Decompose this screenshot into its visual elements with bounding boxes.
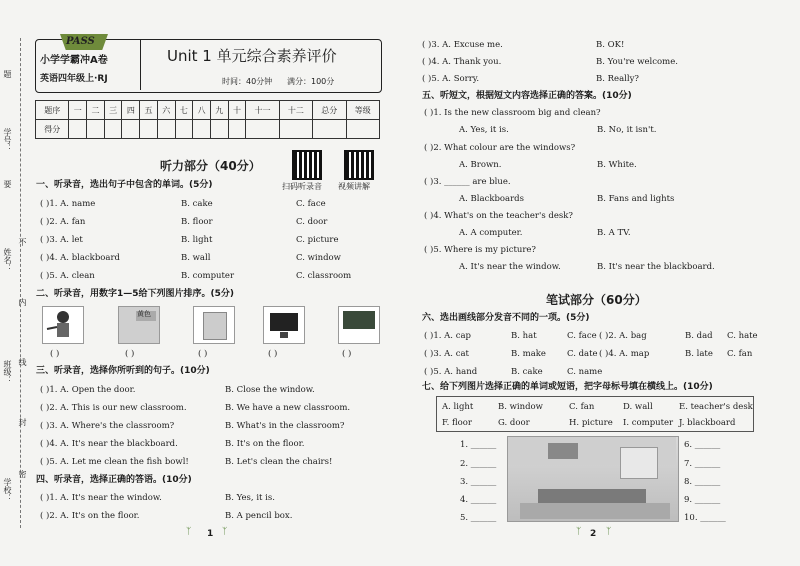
option-a[interactable]: A. Brown. [459, 160, 502, 170]
bin-picture [193, 306, 235, 344]
question-stem: ( )4. A. blackboard [40, 253, 120, 263]
margin-label: 要 [3, 180, 12, 188]
school-label: 学校： [3, 478, 12, 502]
question-stem: ( )3. A. Where's the classroom? [40, 421, 175, 431]
option-b[interactable]: B. A TV. [597, 228, 631, 238]
option-c[interactable]: C. face [567, 331, 597, 341]
margin-label: 内 [18, 298, 27, 306]
score-input[interactable] [228, 120, 246, 139]
section-6-title: 六、选出画线部分发音不同的一项。(5分) [422, 313, 590, 323]
answer-blank[interactable]: 10. ______ [684, 513, 726, 523]
answer-blank[interactable]: 8. ______ [684, 477, 721, 487]
option-b[interactable]: B. hat [511, 331, 537, 341]
option-b[interactable]: B. It's near the blackboard. [597, 262, 715, 272]
score-input[interactable] [140, 120, 158, 139]
question-stem: ( )5. A. hand [424, 367, 478, 377]
option-b[interactable]: B. cake [181, 199, 213, 209]
word-bank-item: J. blackboard [679, 418, 736, 428]
question-stem: ( )1. Is the new classroom big and clean? [424, 108, 601, 118]
margin-label: 线 [18, 358, 27, 366]
score-label: 满分：100分 [287, 77, 335, 86]
section-5-title: 五、听短文，根据短文内容选择正确的答案。(10分) [422, 91, 632, 101]
option-b[interactable]: B. make [511, 349, 546, 359]
question-stem: ( )4. A. Thank you. [422, 57, 502, 67]
option-b[interactable]: B. floor [181, 217, 213, 227]
answer-blank[interactable]: ( ) [198, 349, 208, 359]
option-c[interactable]: C. fan [727, 349, 753, 359]
option-b[interactable]: B. It's on the floor. [225, 439, 305, 449]
score-cell: 十二 [279, 101, 312, 120]
option-b[interactable]: B. Yes, it is. [225, 493, 275, 503]
score-input[interactable] [246, 120, 279, 139]
score-input[interactable] [157, 120, 175, 139]
question-stem: ( )3. ______ are blue. [424, 177, 511, 187]
answer-blank[interactable]: 7. ______ [684, 459, 721, 469]
option-b[interactable]: B. What's in the classroom? [225, 421, 345, 431]
score-input[interactable] [346, 120, 380, 139]
answer-blank[interactable]: 6. ______ [684, 440, 721, 450]
word-bank-item: G. door [498, 418, 530, 428]
question-stem: ( )3. A. cat [424, 349, 469, 359]
score-cell: 得分 [36, 120, 69, 139]
score-cell: 三 [104, 101, 122, 120]
grade-label: 英语四年级上·RJ [40, 74, 108, 84]
writing-heading: 笔试部分（60分） [546, 293, 647, 307]
question-stem: ( )5. A. clean [40, 271, 95, 281]
word-bank-item: C. fan [569, 402, 595, 412]
option-b[interactable]: B. Close the window. [225, 385, 315, 395]
qr-code-icon[interactable] [344, 150, 374, 180]
margin-label: 密 [18, 470, 27, 478]
option-c[interactable]: C. classroom [296, 271, 352, 281]
name-label: 姓名： [3, 248, 12, 272]
question-stem: ( )5. A. Let me clean the fish bowl! [40, 457, 189, 467]
score-input[interactable] [193, 120, 211, 139]
word-bank-item: E. teacher's desk [679, 402, 753, 412]
qr-caption-audio: 扫码听录音 [282, 182, 322, 191]
option-b[interactable]: B. Fans and lights [597, 194, 675, 204]
score-input[interactable] [210, 120, 228, 139]
score-table [35, 100, 380, 139]
question-stem: ( )3. A. Excuse me. [422, 40, 503, 50]
page-number: 2 [590, 529, 597, 539]
answer-blank[interactable]: ( ) [268, 349, 278, 359]
question-stem: ( )2. A. This is our new classroom. [40, 403, 187, 413]
tree-icon: ᛉ [606, 527, 612, 537]
option-b[interactable]: B. We have a new classroom. [225, 403, 351, 413]
series-name: 小学学霸冲A卷 [40, 55, 108, 66]
option-b[interactable]: B. late [685, 349, 713, 359]
option-c[interactable]: C. door [296, 217, 328, 227]
question-stem: ( )1. A. It's near the window. [40, 493, 162, 503]
answer-blank[interactable]: 4. ______ [460, 495, 497, 505]
score-cell: 十一 [246, 101, 279, 120]
score-cell: 二 [87, 101, 105, 120]
score-input[interactable] [175, 120, 193, 139]
qr-caption-video: 视频讲解 [338, 182, 370, 191]
answer-blank[interactable]: ( ) [50, 349, 60, 359]
score-input[interactable] [313, 120, 346, 139]
score-cell: 等级 [346, 101, 380, 120]
section-1-title: 一、听录音，选出句子中包含的单词。(5分) [36, 180, 213, 190]
tree-icon: ᛉ [186, 527, 192, 537]
score-cell: 五 [140, 101, 158, 120]
margin-label: 不 [18, 238, 27, 246]
option-b[interactable]: B. A pencil box. [225, 511, 293, 521]
question-stem: ( )3. A. let [40, 235, 83, 245]
option-a[interactable]: A. A computer. [459, 228, 523, 238]
score-cell: 一 [69, 101, 87, 120]
logo: PASS [66, 36, 95, 47]
option-b[interactable]: B. cake [511, 367, 543, 377]
tree-icon: ᛉ [576, 527, 582, 537]
option-c[interactable]: C. window [296, 253, 341, 263]
answer-blank[interactable]: ( ) [342, 349, 352, 359]
option-b[interactable]: B. Let's clean the chairs! [225, 457, 333, 467]
score-input[interactable] [122, 120, 140, 139]
qr-code-icon[interactable] [292, 150, 322, 180]
option-b[interactable]: B. Really? [596, 74, 639, 84]
page-number: 1 [207, 529, 214, 539]
answer-blank[interactable]: 2. ______ [460, 459, 497, 469]
question-stem: ( )4. A. It's near the blackboard. [40, 439, 178, 449]
score-table-header-row [36, 101, 380, 120]
page-title: Unit 1 单元综合素养评价 [167, 47, 337, 65]
boy-picture [42, 306, 84, 344]
margin-label: 封 [18, 418, 27, 426]
classroom-picture [507, 436, 679, 522]
section-3-title: 三、听录音，选择你所听到的句子。(10分) [36, 366, 210, 376]
score-input[interactable] [279, 120, 312, 139]
blackboard-picture [338, 306, 380, 344]
score-input[interactable] [104, 120, 122, 139]
listening-heading: 听力部分（40分） [160, 159, 261, 173]
option-b[interactable]: B. wall [181, 253, 211, 263]
question-stem: ( )1. A. Open the door. [40, 385, 136, 395]
option-b[interactable]: B. dad [685, 331, 713, 341]
door-sign: 黄色 [137, 310, 151, 318]
question-stem: ( )5. Where is my picture? [424, 245, 536, 255]
margin-label: 题 [3, 70, 12, 78]
option-b[interactable]: B. You're welcome. [596, 57, 678, 67]
option-c[interactable]: C. hate [727, 331, 758, 341]
question-stem: ( )2. A. bag [599, 331, 647, 341]
option-b[interactable]: B. No, it isn't. [597, 125, 657, 135]
question-stem: ( )5. A. Sorry. [422, 74, 480, 84]
score-cell: 六 [157, 101, 175, 120]
question-stem: ( )2. A. fan [40, 217, 86, 227]
score-cell: 七 [175, 101, 193, 120]
score-cell: 总分 [313, 101, 346, 120]
score-input[interactable] [69, 120, 87, 139]
option-b[interactable]: B. OK! [596, 40, 625, 50]
student-id-label: 学号： [3, 128, 12, 152]
binding-line [20, 38, 21, 528]
question-stem: ( )2. A. It's on the floor. [40, 511, 140, 521]
word-bank-item: B. window [498, 402, 543, 412]
question-stem: ( )4. A. map [599, 349, 650, 359]
score-cell: 四 [122, 101, 140, 120]
tree-icon: ᛉ [222, 527, 228, 537]
answer-blank[interactable]: 5. ______ [460, 513, 497, 523]
score-cell: 九 [210, 101, 228, 120]
word-bank-item: D. wall [623, 402, 653, 412]
word-bank-item: I. computer [623, 418, 674, 428]
section-2-title: 二、听录音，用数字1—5给下列图片排序。(5分) [36, 289, 235, 299]
score-cell: 题序 [36, 101, 69, 120]
option-c[interactable]: C. picture [296, 235, 339, 245]
answer-blank[interactable]: 3. ______ [460, 477, 497, 487]
option-b[interactable]: B. computer [181, 271, 235, 281]
word-bank-item: F. floor [442, 418, 472, 428]
option-c[interactable]: C. name [567, 367, 603, 377]
answer-blank[interactable]: ( ) [125, 349, 135, 359]
option-a[interactable]: A. Yes, it is. [459, 125, 509, 135]
word-bank-item: A. light [442, 402, 474, 412]
question-stem: ( )1. A. name [40, 199, 96, 209]
class-label: 班级： [3, 360, 12, 384]
option-b[interactable]: B. light [181, 235, 213, 245]
question-stem: ( )4. What's on the teacher's desk? [424, 211, 573, 221]
time-label: 时间：40分钟 [222, 77, 273, 86]
score-table-input-row [36, 120, 380, 139]
option-c[interactable]: C. face [296, 199, 326, 209]
option-b[interactable]: B. White. [597, 160, 637, 170]
header-divider [140, 40, 141, 90]
answer-blank[interactable]: 9. ______ [684, 495, 721, 505]
score-cell: 八 [193, 101, 211, 120]
option-c[interactable]: C. date [567, 349, 598, 359]
question-stem: ( )2. What colour are the windows? [424, 143, 576, 153]
answer-blank[interactable]: 1. ______ [460, 440, 497, 450]
option-a[interactable]: A. Blackboards [459, 194, 524, 204]
computer-picture [263, 306, 305, 344]
word-bank-item: H. picture [569, 418, 613, 428]
score-input[interactable] [87, 120, 105, 139]
section-7-title: 七、给下列图片选择正确的单词或短语，把字母标号填在横线上。(10分) [422, 382, 713, 392]
option-a[interactable]: A. It's near the window. [459, 262, 561, 272]
question-stem: ( )1. A. cap [424, 331, 471, 341]
section-4-title: 四、听录音，选择正确的答语。(10分) [36, 475, 192, 485]
score-cell: 十 [228, 101, 246, 120]
